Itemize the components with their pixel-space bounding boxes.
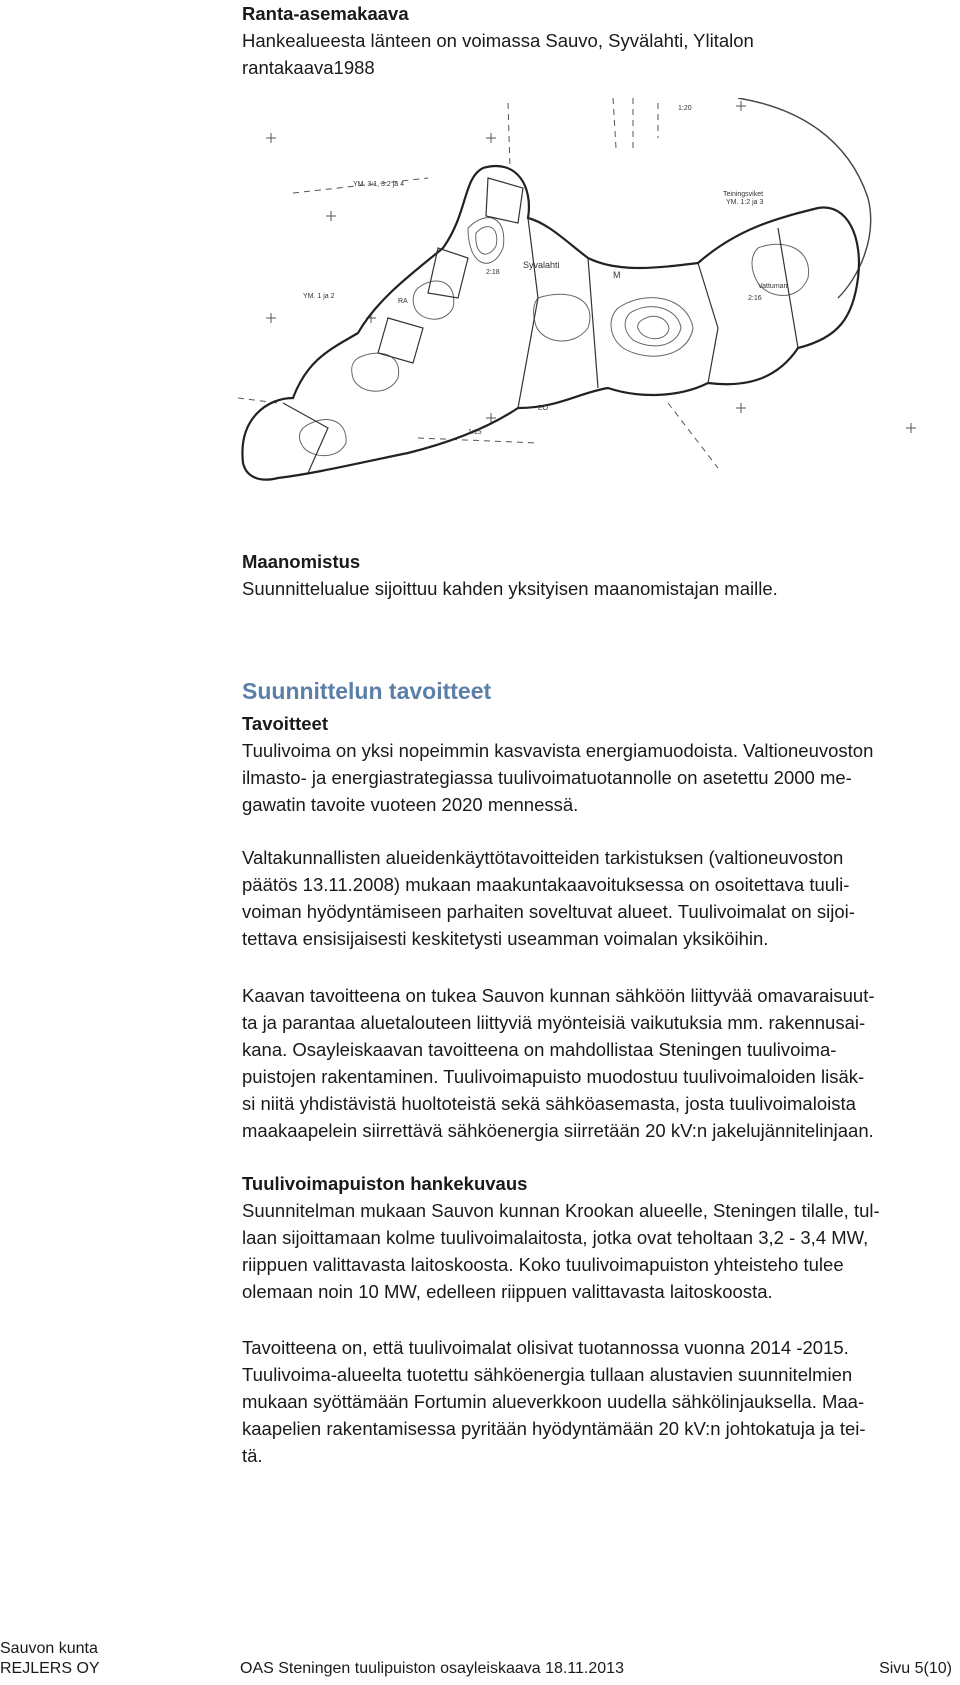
map-label: 2:16 bbox=[748, 295, 762, 302]
map-label: RA bbox=[398, 298, 408, 305]
map-label: YM. 1 ja 2 bbox=[303, 293, 335, 300]
text-line: mukaan syöttämään Fortumin alueverkkoon uudella sähkölinjauksella. Maa- bbox=[242, 1391, 865, 1412]
map-label: YM. 1:2 ja 3 bbox=[726, 199, 764, 206]
page-footer bbox=[0, 1640, 960, 1680]
hankekuvaus-paragraph-2 bbox=[242, 1334, 942, 1469]
tavoitteet-paragraph-2 bbox=[242, 844, 942, 952]
text-line: rantakaava1988 bbox=[242, 57, 375, 78]
text-line: ilmasto- ja energiastrategiassa tuulivoimatuotannolle on asetettu 2000 me- bbox=[242, 767, 852, 788]
text-line: voiman hyödyntämiseen parhaiten soveltuvat alueet. Tuulivoimalat on sijoi- bbox=[242, 901, 855, 922]
text-line: laan sijoittamaan kolme tuulivoimalaitosta, jotka ovat teholtaan 3,2 - 3,4 MW, bbox=[242, 1227, 869, 1248]
tavoitteet-paragraph-3 bbox=[242, 982, 942, 1144]
text-line: olemaan noin 10 MW, edelleen riippuen valittavasta laitoskoosta. bbox=[242, 1281, 773, 1302]
footer-document-title: OAS Steningen tuulipuiston osayleiskaava 18.11.2013 bbox=[240, 1660, 624, 1677]
section-title: Ranta-asemakaava bbox=[242, 3, 409, 24]
map-label: M bbox=[613, 270, 621, 280]
footer-page-number: Sivu 5(10) bbox=[879, 1660, 952, 1677]
footer-municipality: Sauvon kunta bbox=[0, 1640, 98, 1657]
text-line: Tuulivoima-alueelta tuotettu sähköenergia tullaan alustavien suunnitelmien bbox=[242, 1364, 853, 1385]
map-label: YM. 3:1, 3:2 ja 4 bbox=[353, 181, 404, 188]
tavoitteet-body bbox=[242, 710, 942, 818]
section-maanomistus bbox=[242, 548, 942, 602]
text-line: maakaapelein siirrettävä sähköenergia siirretään 20 kV:n jakelujännitelinjaan. bbox=[242, 1120, 874, 1141]
text-line: Kaavan tavoitteena on tukea Sauvon kunnan sähköön liittyvää omavaraisuut- bbox=[242, 985, 875, 1006]
section-ranta-asemakaava bbox=[242, 0, 942, 81]
text-line: kaapelien rakentamisessa pyritään hyödyntämään 20 kV:n johtokatuja ja tei- bbox=[242, 1418, 866, 1439]
text-line: riippuen valittavasta laitoskoosta. Koko tuulivoimapuiston yhteisteho tulee bbox=[242, 1254, 844, 1275]
text-line: Hankealueesta länteen on voimassa Sauvo, Syvälahti, Ylitalon bbox=[242, 30, 754, 51]
text-line: ta ja parantaa aluetalouteen liittyviä myönteisiä vaikutuksia mm. rakennusai- bbox=[242, 1012, 866, 1033]
body-text: Suunnittelualue sijoittuu kahden yksityisen maanomistajan maille. bbox=[242, 578, 778, 599]
text-line: Tuulivoima on yksi nopeimmin kasvavista energiamuodoista. Valtioneuvoston bbox=[242, 740, 874, 761]
map-label: 1:20 bbox=[678, 105, 692, 112]
section-title: Tuulivoimapuiston hankekuvaus bbox=[242, 1173, 528, 1194]
zoning-map-figure bbox=[238, 98, 928, 508]
text-line: puistojen rakentaminen. Tuulivoimapuisto muodostuu tuulivoimaloiden lisäk- bbox=[242, 1066, 865, 1087]
map-label: 2:18 bbox=[486, 269, 500, 276]
text-line: kana. Osayleiskaavan tavoitteena on mahdollistaa Steningen tuulivoima- bbox=[242, 1039, 837, 1060]
section-heading: Suunnittelun tavoitteet bbox=[242, 678, 492, 704]
text-line: Valtakunnallisten alueidenkäyttötavoitteiden tarkistuksen (valtioneuvoston bbox=[242, 847, 844, 868]
section-hankekuvaus bbox=[242, 1170, 942, 1305]
map-label: 1:15 bbox=[468, 429, 482, 436]
text-line: Suunnitelman mukaan Sauvon kunnan Krookan alueelle, Steningen tilalle, tul- bbox=[242, 1200, 880, 1221]
section-title: Maanomistus bbox=[242, 551, 361, 572]
text-line: päätös 13.11.2008) mukaan maakuntakaavoituksessa on osoitettava tuuli- bbox=[242, 874, 850, 895]
subheading: Tavoitteet bbox=[242, 713, 329, 734]
footer-company: REJLERS OY bbox=[0, 1660, 100, 1677]
map-label: Teiningsviket bbox=[723, 191, 764, 198]
section-tavoitteet bbox=[242, 678, 942, 705]
text-line: Tavoitteena on, että tuulivoimalat olisivat tuotannossa vuonna 2014 -2015. bbox=[242, 1337, 849, 1358]
map-label: Syvalahti bbox=[523, 260, 560, 270]
text-line: si niitä yhdistävistä huoltoteistä sekä sähköasemasta, josta tuulivoimaloista bbox=[242, 1093, 856, 1114]
text-line: tä. bbox=[242, 1445, 263, 1466]
map-label: Vattuman bbox=[758, 283, 788, 290]
map-label: EO bbox=[538, 405, 549, 412]
text-line: gawatin tavoite vuoteen 2020 mennessä. bbox=[242, 794, 579, 815]
text-line: tettava ensisijaisesti keskitetysti useamman voimalan yksiköihin. bbox=[242, 928, 769, 949]
